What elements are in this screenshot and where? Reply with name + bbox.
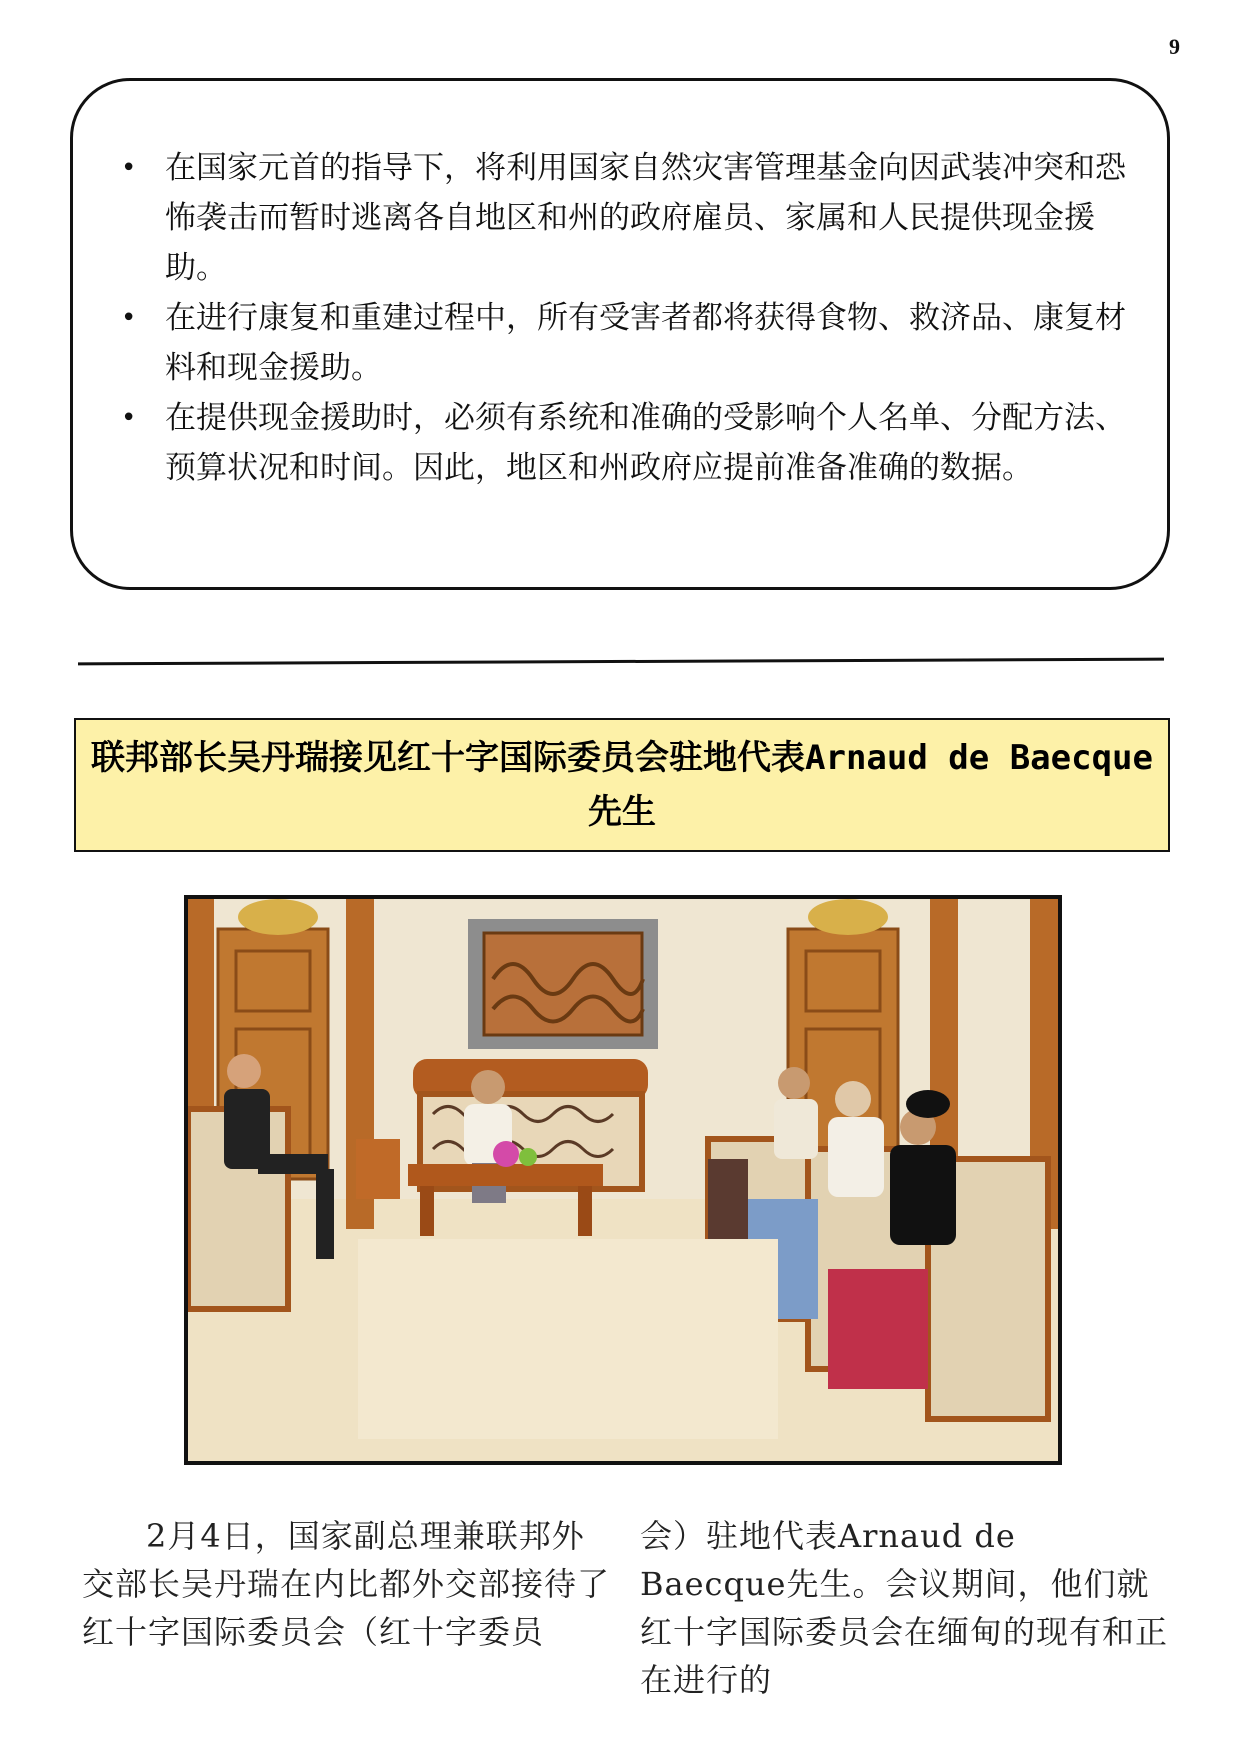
bullet-text: 在国家元首的指导下，将利用国家自然灾害管理基金向因武装冲突和恐怖袭击而暂时逃离各自地区和州的政府雇员、家属和人民提供现金援助。 xyxy=(165,150,1126,286)
bullet-dot-icon: • xyxy=(121,153,137,183)
bullet-text: 在提供现金援助时，必须有系统和准确的受影响个人名单、分配方法、预算状况和时间。因此，地区和州政府应提前准备准确的数据。 xyxy=(165,400,1126,486)
article-text-left-column: 2月4日，国家副总理兼联邦外交部长吴丹瑞在内比都外交部接待了红十字国际委员会（红十字委员 xyxy=(82,1517,611,1651)
bullet-text: 在进行康复和重建过程中，所有受害者都将获得食物、救济品、康复材料和现金援助。 xyxy=(165,300,1126,386)
article-text-right-column: 会）驻地代表Arnaud de Baecque先生。会议期间，他们就红十字国际委员会在缅甸的现有和正在进行的 xyxy=(640,1517,1169,1699)
page-number: 9 xyxy=(1169,34,1180,59)
bullet-item xyxy=(113,143,1131,293)
section-divider xyxy=(78,658,1164,666)
meeting-photo xyxy=(184,895,1062,1465)
bullet-item xyxy=(113,293,1131,393)
headline-box xyxy=(74,718,1170,852)
bullet-dot-icon: • xyxy=(121,303,137,333)
article-headline: 联邦部长吴丹瑞接见红十字国际委员会驻地代表Arnaud de Baecque先生 xyxy=(91,738,1153,832)
bullet-item xyxy=(113,393,1131,493)
highlight-bullet-box xyxy=(70,78,1170,590)
meeting-photo-illustration xyxy=(188,899,1058,1461)
bullet-dot-icon: • xyxy=(121,403,137,433)
bullet-list xyxy=(113,143,1131,493)
